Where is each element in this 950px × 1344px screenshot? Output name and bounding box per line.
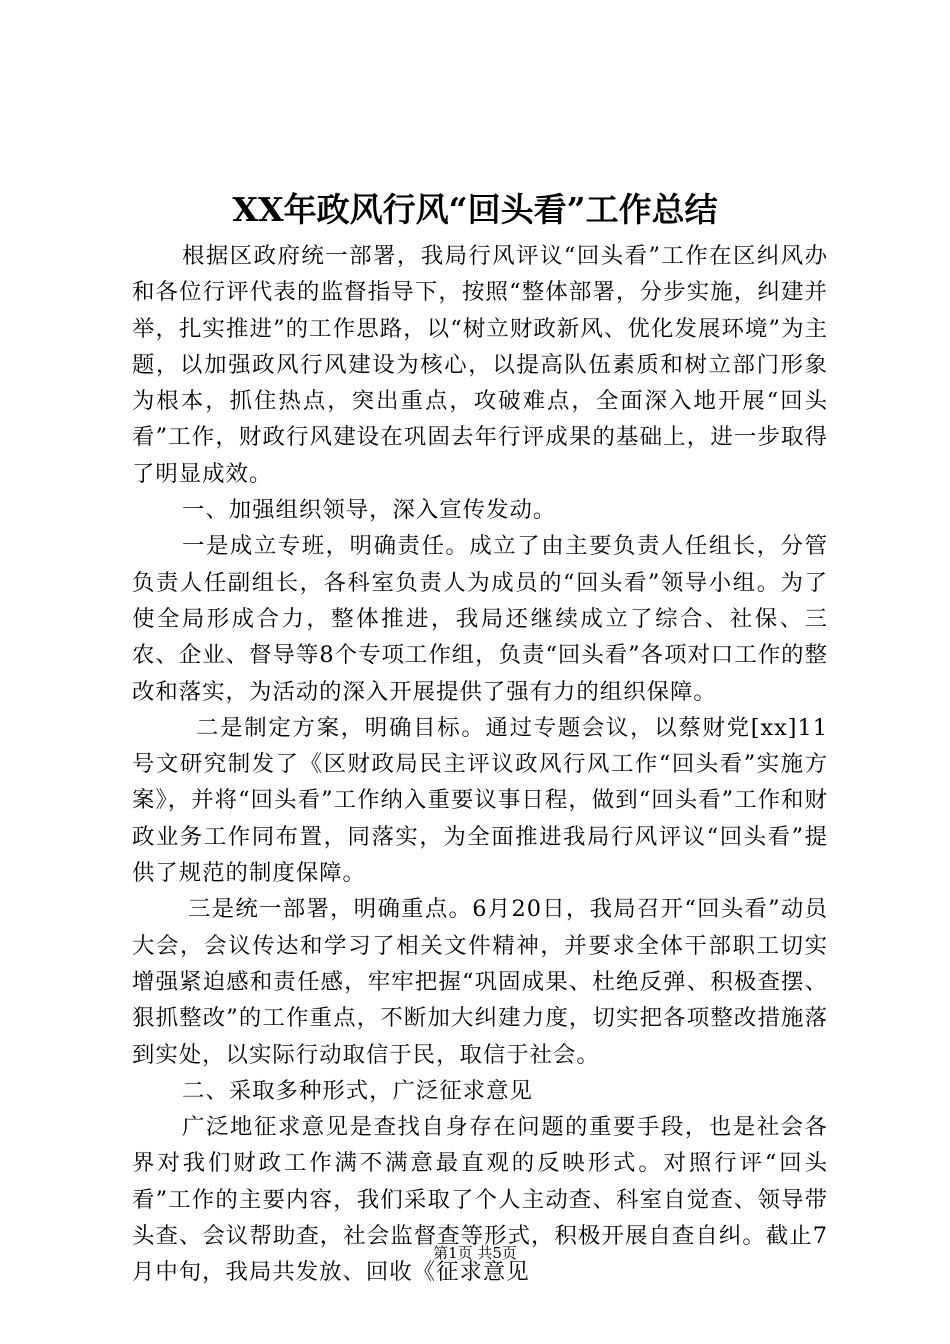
- page-footer: 第1页 共5页: [433, 1244, 517, 1262]
- paragraph-item-2: 二是制定方案，明确目标。通过专题会议，以蔡财党[xx]11号文研究制发了《区财政局民主评议政风行风工作“回头看”实施方案》，并将“回头看”工作纳入重要议事日程，做到“回头看”工作和财政业务工作同布置，同落实，为全面推进我局行风评议“回头看”提供了规范的制度保障。: [132, 714, 828, 887]
- paragraph-item-3: 三是统一部署，明确重点。6月20日，我局召开“回头看”动员大会，会议传达和学习了相关文件精神，并要求全体干部职工切实增强紧迫感和责任感，牢牢把握“巩固成果、杜绝反弹、积极查摆、狠抓整改”的工作重点，不断加大纠建力度，切实把各项整改措施落到实处，以实际行动取信于民，取信于社会。: [132, 896, 828, 1068]
- document-title: XX年政风行风“回头看”工作总结: [232, 190, 718, 229]
- section-heading-2: 二、采取多种形式，广泛征求意见: [182, 1077, 533, 1104]
- document-body: [132, 238, 828, 1291]
- paragraph-section-2: 广泛地征求意见是查找自身存在问题的重要手段，也是社会各界对我们财政工作满不满意最直观的反映形式。对照行评“回头看”工作的主要内容，我们采取了个人主动查、科室自觉查、领导带头查、会议帮助查，社会监督查等形式，积极开展自查自纠。截止7月中旬，我局共发放、回收《征求意见: [132, 1114, 828, 1286]
- paragraph-intro: 根据区政府统一部署，我局行风评议“回头看”工作在区纠风办和各位行评代表的监督指导下，按照“整体部署，分步实施，纠建并举，扎实推进”的工作思路，以“树立财政新风、优化发展环境”为主题，以加强政风行风建设为核心，以提高队伍素质和树立部门形象为根本，抓住热点，突出重点，攻破难点，全面深入地开展“回头看”工作，财政行风建设在巩固去年行评成果的基础上，进一步取得了明显成效。: [132, 243, 828, 487]
- paragraph-item-1: 一是成立专班，明确责任。成立了由主要负责人任组长，分管负责人任副组长，各科室负责人为成员的“回头看”领导小组。为了使全局形成合力，整体推进，我局还继续成立了综合、社保、三农、企业、督导等8个专项工作组，负责“回头看”各项对口工作的整改和落实，为活动的深入开展提供了强有力的组织保障。: [132, 533, 828, 705]
- section-heading-1: 一、加强组织领导，深入宣传发动。: [182, 497, 557, 524]
